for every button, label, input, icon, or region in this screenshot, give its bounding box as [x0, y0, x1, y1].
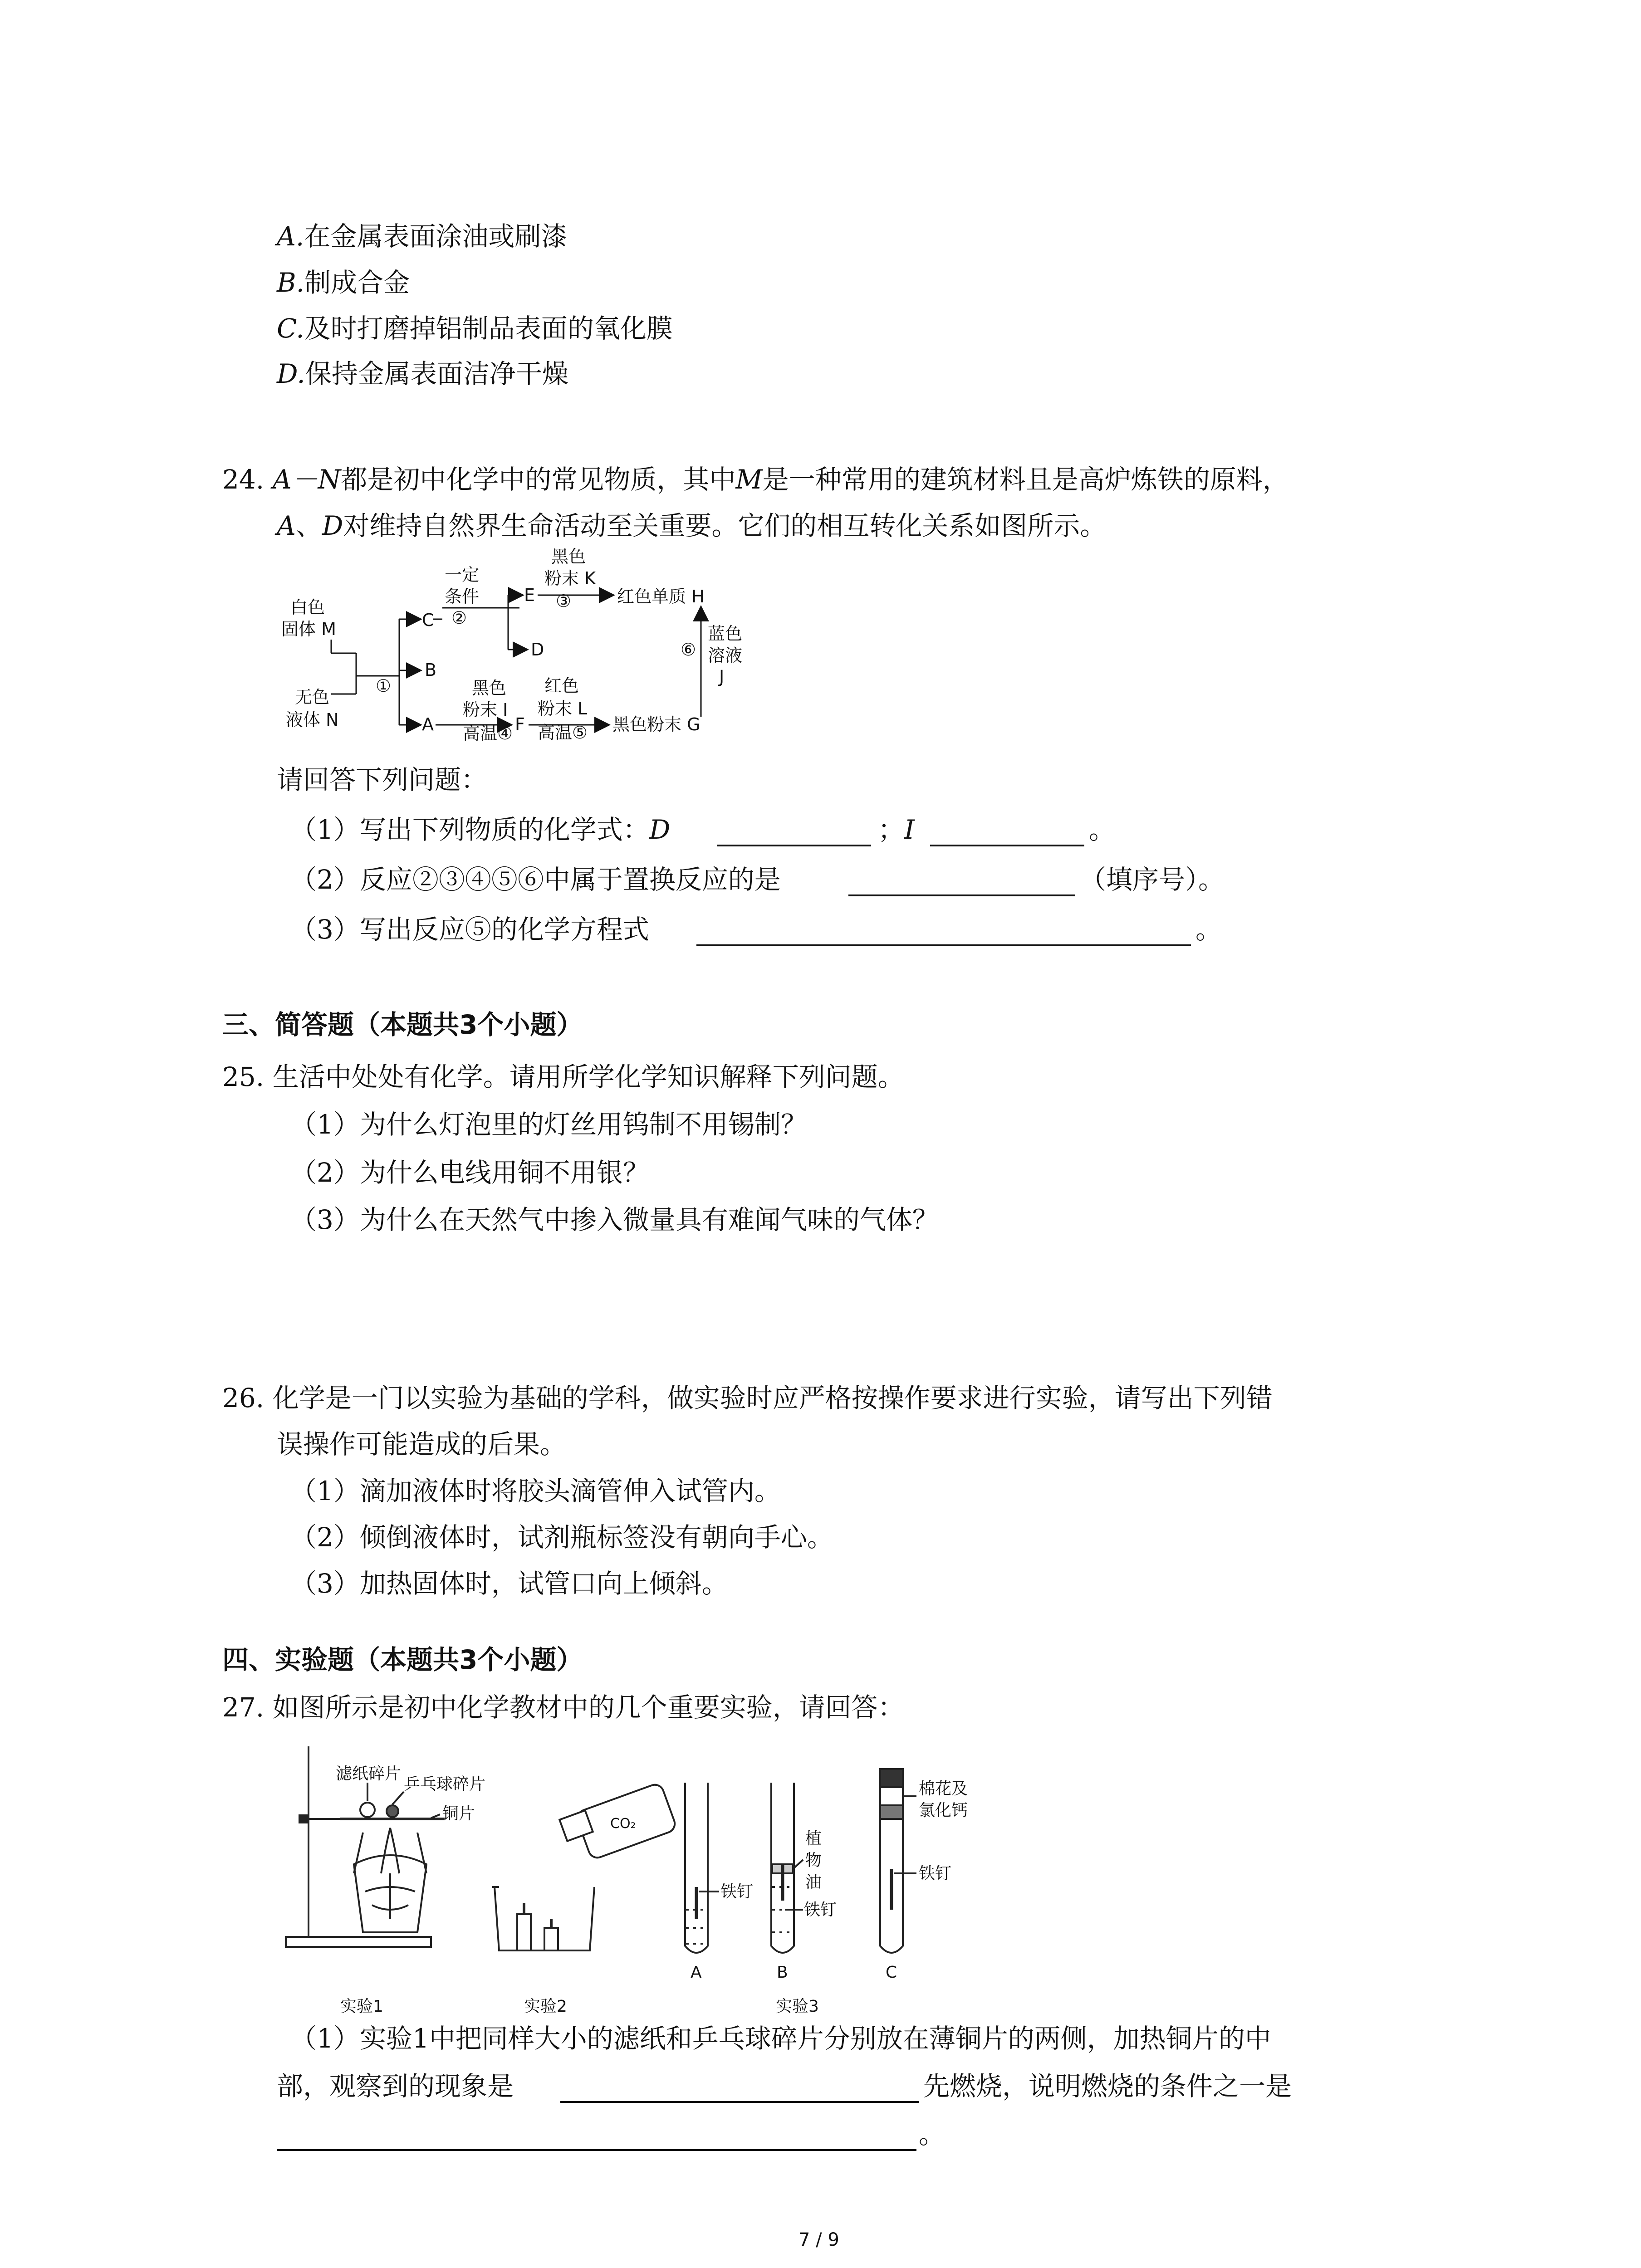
j-1: 蓝色	[708, 624, 743, 644]
node-b: B	[425, 660, 437, 680]
node-f: F	[515, 714, 525, 734]
q27-figure	[272, 1737, 998, 2019]
n-label-1: 无色	[295, 687, 330, 707]
label-oil-2: 物	[805, 1851, 822, 1870]
q24-sub3: （3）写出反应⑤的化学方程式	[290, 914, 649, 945]
tube-c	[880, 1769, 903, 1953]
q27-stem: 27. 如图所示是初中化学教材中的几个重要实验，请回答：	[222, 1692, 904, 1723]
q25-sub3: （3）为什么在天然气中掺入微量具有难闻气味的气体？	[290, 1204, 939, 1235]
answer-blank-sub3[interactable]	[696, 944, 1191, 946]
label-tube-b: B	[777, 1963, 788, 1982]
q25-stem: 25. 生活中处处有化学。请用所学化学知识解释下列问题。	[222, 1061, 904, 1092]
answer-blank-d[interactable]	[717, 845, 871, 846]
q27-sub1-line2a: 部，观察到的现象是	[277, 2071, 514, 2102]
label-oil-3: 油	[805, 1873, 822, 1892]
option-d: D.保持金属表面洁净干燥	[277, 358, 568, 389]
stand-base	[286, 1937, 431, 1947]
cotton-plug	[880, 1769, 903, 1787]
q24-sub3-end: 。	[1195, 914, 1222, 945]
l-2: 粉末 L	[538, 699, 588, 719]
q24-line2: A、D对维持自然界生命活动至关重要。它们的相互转化关系如图所示。	[277, 510, 1107, 541]
answer-blank-sub2[interactable]	[848, 894, 1075, 896]
pingpong-piece	[387, 1805, 398, 1817]
n-label-2: 液体 N	[286, 710, 339, 730]
node-d: D	[531, 640, 544, 660]
i-1: 黑色	[472, 678, 507, 698]
m-label-1: 白色	[290, 597, 325, 617]
label-pingpong: 乒乓球碎片	[404, 1775, 486, 1794]
label-nail-c: 铁钉	[919, 1864, 952, 1883]
label-nail-a: 铁钉	[720, 1882, 754, 1901]
k-3: ③	[556, 591, 572, 611]
j-3: J	[719, 667, 725, 687]
q27-sub1-line1: （1）实验1中把同样大小的滤纸和乒乓球碎片分别放在薄铜片的两侧，加热铜片的中	[290, 2023, 1271, 2054]
q25-sub2: （2）为什么电线用铜不用银？	[290, 1157, 649, 1188]
label-co2: CO₂	[610, 1816, 636, 1832]
node-a: A	[422, 714, 434, 734]
i-3: 高温④	[463, 723, 513, 743]
q24-sub2-end: （填序号）。	[1080, 864, 1225, 895]
q24-diagram	[272, 544, 771, 758]
section-4-title: 四、实验题（本题共3个小题）	[222, 1644, 583, 1675]
label-exp3: 实验3	[776, 1997, 819, 2016]
page-number: 7 / 9	[798, 2229, 839, 2250]
label-tube-c: C	[886, 1963, 897, 1982]
node-c: C	[422, 610, 434, 630]
label-exp2: 实验2	[524, 1997, 567, 2016]
label-cotton-1: 棉花及	[919, 1779, 968, 1798]
label-filter: 滤纸碎片	[336, 1765, 402, 1783]
option-b: B.制成合金	[277, 267, 410, 298]
label-copper: 铜片	[442, 1804, 475, 1823]
answer-blank-phenomenon[interactable]	[560, 2101, 919, 2103]
section-3-title: 三、简答题（本题共3个小题）	[222, 1009, 583, 1040]
label-cotton-2: 氯化钙	[919, 1801, 968, 1820]
step-1: ①	[376, 676, 392, 696]
q24-sub1-end: 。	[1089, 814, 1116, 845]
i-2: 粉末 I	[463, 700, 508, 720]
filter-piece	[360, 1803, 375, 1817]
l-3: 高温⑤	[538, 723, 588, 743]
q27-sub1-end: 。	[919, 2119, 945, 2150]
step-6: ⑥	[681, 640, 696, 660]
label-nail-b: 铁钉	[804, 1901, 837, 1919]
q24-sub1: （1）写出下列物质的化学式：D	[290, 814, 671, 845]
q26-sub3: （3）加热固体时，试管口向上倾斜。	[290, 1568, 728, 1599]
cond2-2: 条件	[445, 587, 480, 606]
q26-line1: 26. 化学是一门以实验为基础的学科，做实验时应严格按操作要求进行实验，请写出下列错	[222, 1383, 1273, 1413]
option-c: C.及时打磨掉铝制品表面的氧化膜	[277, 313, 673, 344]
q25-sub1: （1）为什么灯泡里的灯丝用钨制不用锡制？	[290, 1109, 807, 1140]
cond2-1: 一定	[445, 565, 480, 585]
answer-blank-i[interactable]	[930, 845, 1084, 846]
q24-prompt: 请回答下列问题：	[277, 764, 488, 795]
label-tube-a: A	[691, 1963, 702, 1982]
node-g: 黑色粉末 G	[612, 714, 700, 734]
cond2-3: ②	[451, 608, 467, 628]
q27-sub1-line2b: 先燃烧，说明燃烧的条件之一是	[923, 2071, 1292, 2102]
q24-sub2: （2）反应②③④⑤⑥中属于置换反应的是	[290, 864, 781, 895]
m-label-2: 固体 M	[281, 619, 336, 639]
node-h: 红色单质 H	[617, 587, 705, 606]
option-a: A.在金属表面涂油或刷漆	[277, 221, 568, 252]
j-2: 溶液	[708, 645, 743, 665]
q26-sub2: （2）倾倒液体时，试剂瓶标签没有朝向手心。	[290, 1522, 833, 1553]
q24-sub1-sep: ；I	[878, 814, 915, 845]
q24-line1: 24. A－N都是初中化学中的常见物质，其中M是一种常用的建筑材料且是高炉炼铁的原料，	[222, 464, 1289, 495]
k-1: 黑色	[551, 547, 586, 567]
q26-line2: 误操作可能造成的后果。	[277, 1429, 567, 1460]
label-exp1: 实验1	[340, 1997, 383, 2016]
q26-sub1: （1）滴加液体时将胶头滴管伸入试管内。	[290, 1476, 781, 1506]
l-1: 红色	[544, 676, 579, 696]
answer-blank-condition[interactable]	[277, 2149, 916, 2151]
label-oil-1: 植	[805, 1829, 822, 1848]
k-2: 粉末 K	[544, 568, 596, 588]
node-e: E	[524, 585, 535, 605]
